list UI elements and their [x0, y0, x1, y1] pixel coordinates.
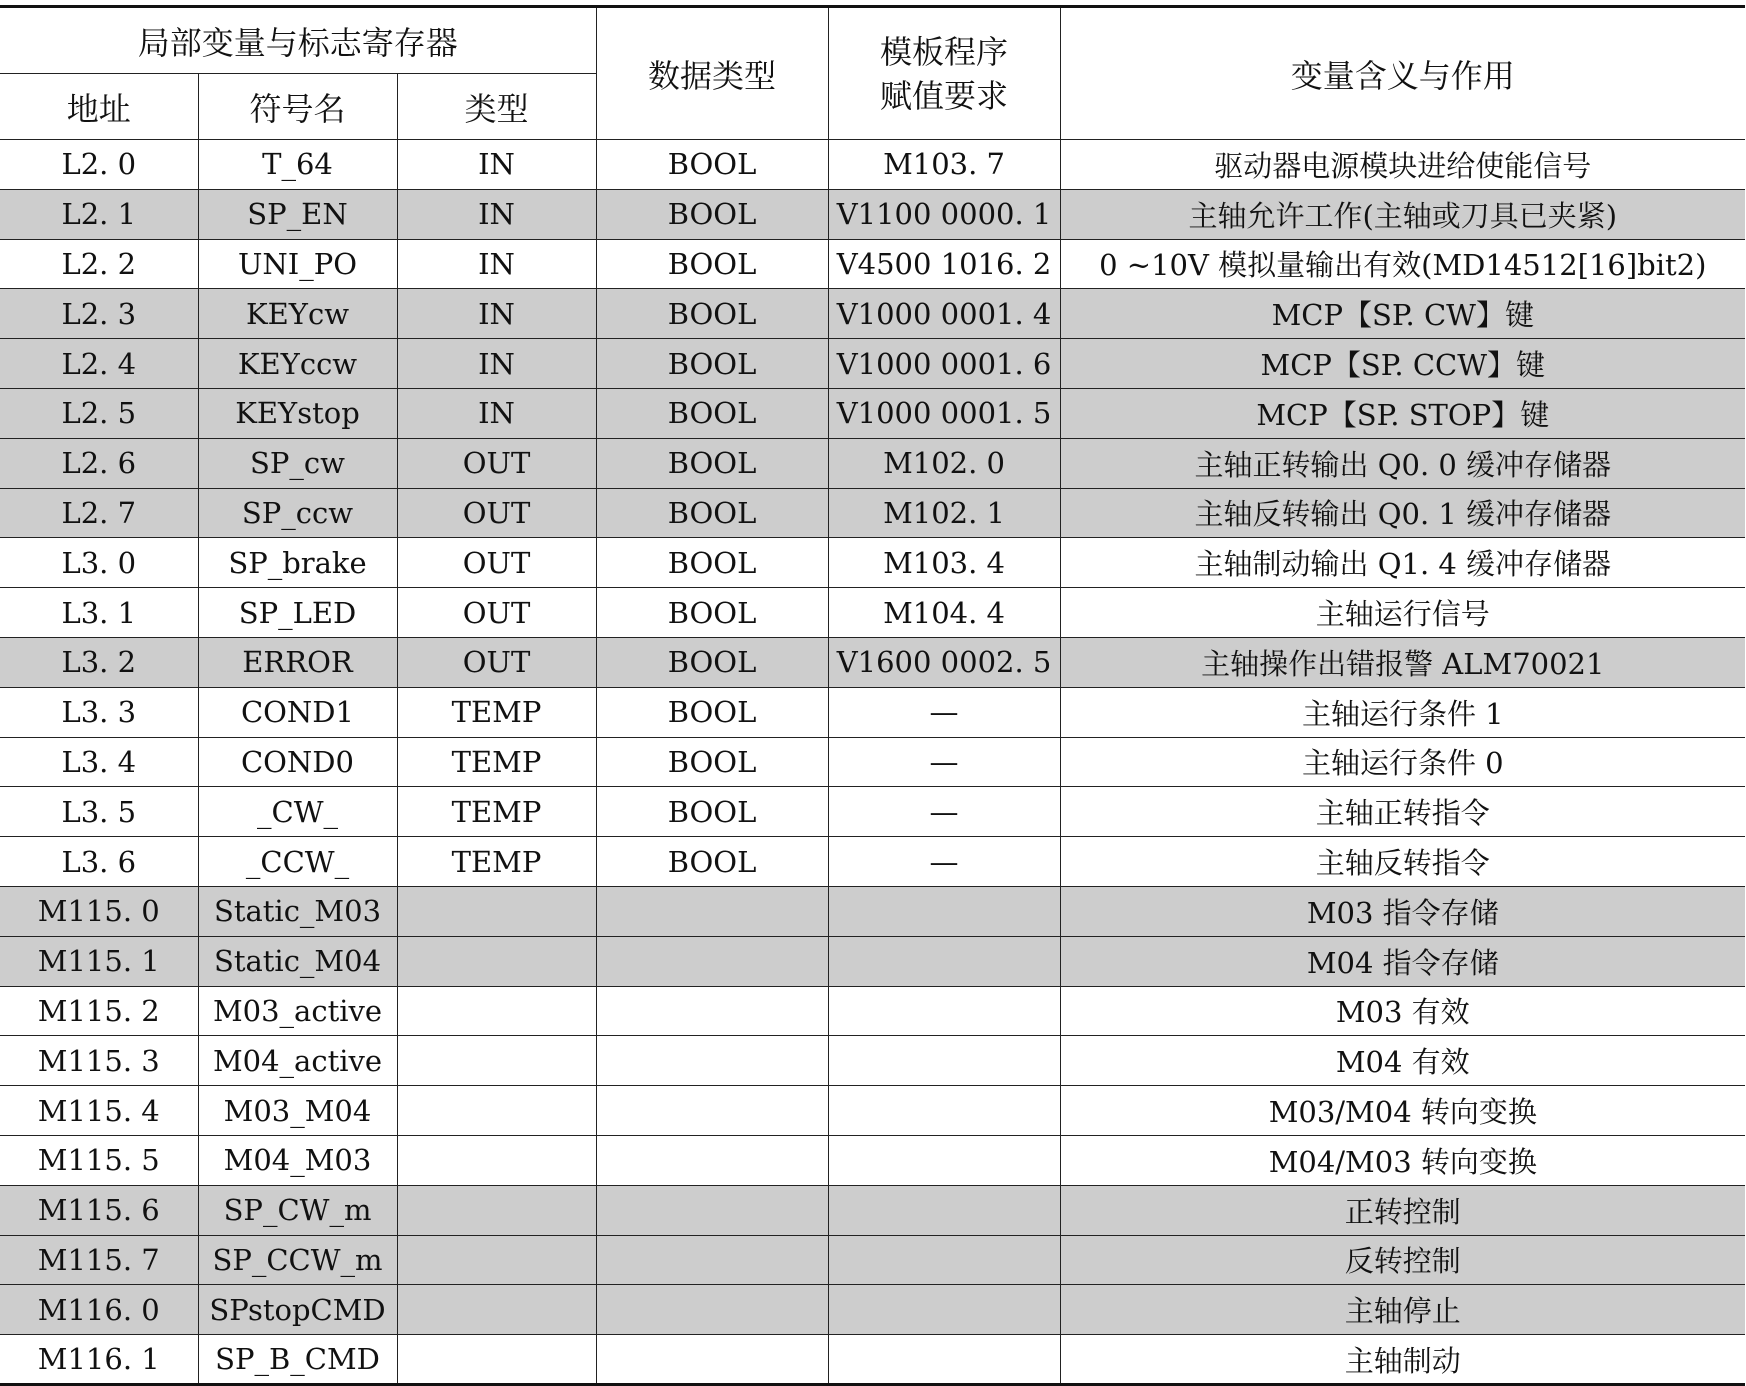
template-header	[828, 7, 1060, 140]
meaning-cell: 主轴反转指令	[1060, 837, 1745, 887]
template-cell: —	[828, 837, 1060, 887]
meaning-cell: MCP【SP. CCW】键	[1060, 339, 1745, 389]
variable-table	[0, 5, 1745, 1386]
table-row	[0, 1086, 1745, 1136]
template-cell: —	[828, 737, 1060, 787]
meaning-cell: M04 指令存储	[1060, 936, 1745, 986]
template-cell	[828, 986, 1060, 1036]
table-row	[0, 1135, 1745, 1185]
table-row	[0, 488, 1745, 538]
template-cell	[828, 1036, 1060, 1086]
address-cell: L2. 1	[0, 189, 198, 239]
address-cell: M115. 6	[0, 1185, 198, 1235]
address-cell: L3. 3	[0, 687, 198, 737]
symbol-cell: SP_CW_m	[198, 1185, 397, 1235]
datatype-cell: BOOL	[596, 737, 828, 787]
template-cell	[828, 1135, 1060, 1185]
template-cell	[828, 1185, 1060, 1235]
template-cell	[828, 886, 1060, 936]
datatype-cell	[596, 1036, 828, 1086]
symbol-cell: SP_B_CMD	[198, 1335, 397, 1385]
kind-cell: IN	[397, 289, 596, 339]
datatype-cell: BOOL	[596, 588, 828, 638]
symbol-cell: Static_M04	[198, 936, 397, 986]
meaning-cell: 主轴运行信号	[1060, 588, 1745, 638]
address-cell: L2. 7	[0, 488, 198, 538]
kind-cell: TEMP	[397, 737, 596, 787]
template-cell: V1000 0001. 4	[828, 289, 1060, 339]
meaning-cell: MCP【SP. STOP】键	[1060, 388, 1745, 438]
address-cell: M115. 7	[0, 1235, 198, 1285]
symbol-cell: M03_M04	[198, 1086, 397, 1136]
table-row	[0, 189, 1745, 239]
group-title-header: 局部变量与标志寄存器	[0, 7, 596, 74]
datatype-cell: BOOL	[596, 488, 828, 538]
datatype-cell: BOOL	[596, 438, 828, 488]
address-cell: M115. 2	[0, 986, 198, 1036]
template-cell	[828, 936, 1060, 986]
template-cell: V1000 0001. 5	[828, 388, 1060, 438]
address-cell: L2. 4	[0, 339, 198, 389]
kind-cell	[397, 1135, 596, 1185]
table-row	[0, 837, 1745, 887]
template-cell: V1100 0000. 1	[828, 189, 1060, 239]
table-row	[0, 339, 1745, 389]
symbol-cell: UNI_PO	[198, 239, 397, 289]
meaning-cell: M03/M04 转向变换	[1060, 1086, 1745, 1136]
template-cell	[828, 1285, 1060, 1335]
datatype-cell: BOOL	[596, 538, 828, 588]
meaning-cell: 0 ~10V 模拟量输出有效(MD14512[16]bit2)	[1060, 239, 1745, 289]
meaning-cell: 正转控制	[1060, 1185, 1745, 1235]
datatype-cell	[596, 1185, 828, 1235]
meaning-cell: 主轴运行条件 1	[1060, 687, 1745, 737]
template-cell: M104. 4	[828, 588, 1060, 638]
kind-cell	[397, 1086, 596, 1136]
template-cell: M102. 1	[828, 488, 1060, 538]
meaning-cell: M03 有效	[1060, 986, 1745, 1036]
kind-cell	[397, 1185, 596, 1235]
address-cell: L3. 1	[0, 588, 198, 638]
symbol-cell: Static_M03	[198, 886, 397, 936]
symbol-cell: COND0	[198, 737, 397, 787]
address-cell: M115. 1	[0, 936, 198, 986]
table-row	[0, 1285, 1745, 1335]
meaning-cell: MCP【SP. CW】键	[1060, 289, 1745, 339]
symbol-cell: COND1	[198, 687, 397, 737]
kind-cell	[397, 886, 596, 936]
symbol-cell: SP_CCW_m	[198, 1235, 397, 1285]
datatype-cell	[596, 886, 828, 936]
template-cell: V1000 0001. 6	[828, 339, 1060, 389]
table-row	[0, 588, 1745, 638]
kind-cell: IN	[397, 388, 596, 438]
template-cell: M102. 0	[828, 438, 1060, 488]
symbol-cell: M03_active	[198, 986, 397, 1036]
kind-cell	[397, 1285, 596, 1335]
table-header	[0, 7, 1745, 140]
kind-cell: OUT	[397, 588, 596, 638]
address-header: 地址	[0, 74, 198, 140]
kind-cell: IN	[397, 140, 596, 190]
template-header-line1: 模板程序	[880, 32, 1009, 71]
kind-cell: TEMP	[397, 837, 596, 887]
datatype-cell	[596, 936, 828, 986]
table-row	[0, 289, 1745, 339]
table-row	[0, 140, 1745, 190]
kind-cell	[397, 936, 596, 986]
address-cell: M115. 5	[0, 1135, 198, 1185]
kind-cell: OUT	[397, 538, 596, 588]
template-cell: V1600 0002. 5	[828, 637, 1060, 687]
datatype-cell: BOOL	[596, 837, 828, 887]
symbol-cell: SP_EN	[198, 189, 397, 239]
kind-cell: OUT	[397, 488, 596, 538]
meaning-header: 变量含义与作用	[1060, 7, 1745, 140]
address-cell: L2. 6	[0, 438, 198, 488]
template-cell: M103. 4	[828, 538, 1060, 588]
datatype-header: 数据类型	[596, 7, 828, 140]
address-cell: M116. 1	[0, 1335, 198, 1385]
meaning-cell: M04 有效	[1060, 1036, 1745, 1086]
table-row	[0, 687, 1745, 737]
symbol-cell: SPstopCMD	[198, 1285, 397, 1335]
meaning-cell: M04/M03 转向变换	[1060, 1135, 1745, 1185]
symbol-cell: KEYccw	[198, 339, 397, 389]
table-row	[0, 1235, 1745, 1285]
table-row	[0, 1036, 1745, 1086]
table-row	[0, 239, 1745, 289]
table-row	[0, 787, 1745, 837]
address-cell: L2. 0	[0, 140, 198, 190]
address-cell: L3. 6	[0, 837, 198, 887]
datatype-cell: BOOL	[596, 637, 828, 687]
meaning-cell: 主轴运行条件 0	[1060, 737, 1745, 787]
template-cell: V4500 1016. 2	[828, 239, 1060, 289]
datatype-cell: BOOL	[596, 687, 828, 737]
kind-header: 类型	[397, 74, 596, 140]
table-row	[0, 388, 1745, 438]
meaning-cell: 主轴允许工作(主轴或刀具已夹紧)	[1060, 189, 1745, 239]
table-row	[0, 637, 1745, 687]
symbol-cell: _CCW_	[198, 837, 397, 887]
symbol-cell: SP_ccw	[198, 488, 397, 538]
symbol-cell: ERROR	[198, 637, 397, 687]
kind-cell	[397, 1036, 596, 1086]
table-row	[0, 936, 1745, 986]
symbol-cell: SP_cw	[198, 438, 397, 488]
kind-cell	[397, 1235, 596, 1285]
address-cell: M115. 3	[0, 1036, 198, 1086]
table-row	[0, 438, 1745, 488]
table-row	[0, 1335, 1745, 1385]
symbol-cell: M04_active	[198, 1036, 397, 1086]
symbol-cell: T_64	[198, 140, 397, 190]
meaning-cell: 主轴正转指令	[1060, 787, 1745, 837]
datatype-cell: BOOL	[596, 239, 828, 289]
datatype-cell	[596, 1335, 828, 1385]
datatype-cell: BOOL	[596, 787, 828, 837]
datatype-cell	[596, 1086, 828, 1136]
datatype-cell	[596, 1285, 828, 1335]
template-cell	[828, 1086, 1060, 1136]
meaning-cell: 主轴正转输出 Q0. 0 缓冲存储器	[1060, 438, 1745, 488]
template-cell: M103. 7	[828, 140, 1060, 190]
table-row	[0, 1185, 1745, 1235]
table-row	[0, 886, 1745, 936]
template-cell: —	[828, 787, 1060, 837]
meaning-cell: M03 指令存储	[1060, 886, 1745, 936]
datatype-cell: BOOL	[596, 388, 828, 438]
address-cell: M115. 4	[0, 1086, 198, 1136]
symbol-cell: KEYcw	[198, 289, 397, 339]
table-row	[0, 737, 1745, 787]
meaning-cell: 主轴停止	[1060, 1285, 1745, 1335]
template-cell	[828, 1335, 1060, 1385]
address-cell: L3. 5	[0, 787, 198, 837]
symbol-cell: SP_LED	[198, 588, 397, 638]
address-cell: L3. 2	[0, 637, 198, 687]
template-cell: —	[828, 687, 1060, 737]
meaning-cell: 主轴操作出错报警 ALM70021	[1060, 637, 1745, 687]
kind-cell: IN	[397, 339, 596, 389]
kind-cell: OUT	[397, 637, 596, 687]
kind-cell: IN	[397, 189, 596, 239]
meaning-cell: 驱动器电源模块进给使能信号	[1060, 140, 1745, 190]
kind-cell	[397, 986, 596, 1036]
kind-cell: OUT	[397, 438, 596, 488]
symbol-cell: SP_brake	[198, 538, 397, 588]
meaning-cell: 主轴制动	[1060, 1335, 1745, 1385]
meaning-cell: 主轴反转输出 Q0. 1 缓冲存储器	[1060, 488, 1745, 538]
address-cell: M116. 0	[0, 1285, 198, 1335]
datatype-cell: BOOL	[596, 189, 828, 239]
symbol-cell: M04_M03	[198, 1135, 397, 1185]
address-cell: L2. 5	[0, 388, 198, 438]
datatype-cell: BOOL	[596, 289, 828, 339]
table-row	[0, 538, 1745, 588]
table-row	[0, 986, 1745, 1036]
datatype-cell	[596, 1235, 828, 1285]
symbol-cell: KEYstop	[198, 388, 397, 438]
table-body	[0, 140, 1745, 1385]
kind-cell: IN	[397, 239, 596, 289]
address-cell: L2. 2	[0, 239, 198, 289]
kind-cell: TEMP	[397, 787, 596, 837]
datatype-cell: BOOL	[596, 339, 828, 389]
address-cell: L3. 0	[0, 538, 198, 588]
template-cell	[828, 1235, 1060, 1285]
kind-cell: TEMP	[397, 687, 596, 737]
kind-cell	[397, 1335, 596, 1385]
address-cell: L3. 4	[0, 737, 198, 787]
symbol-header: 符号名	[198, 74, 397, 140]
symbol-cell: _CW_	[198, 787, 397, 837]
datatype-cell	[596, 986, 828, 1036]
template-header-line2: 赋值要求	[880, 76, 1009, 115]
datatype-cell: BOOL	[596, 140, 828, 190]
address-cell: M115. 0	[0, 886, 198, 936]
meaning-cell: 反转控制	[1060, 1235, 1745, 1285]
meaning-cell: 主轴制动输出 Q1. 4 缓冲存储器	[1060, 538, 1745, 588]
address-cell: L2. 3	[0, 289, 198, 339]
datatype-cell	[596, 1135, 828, 1185]
